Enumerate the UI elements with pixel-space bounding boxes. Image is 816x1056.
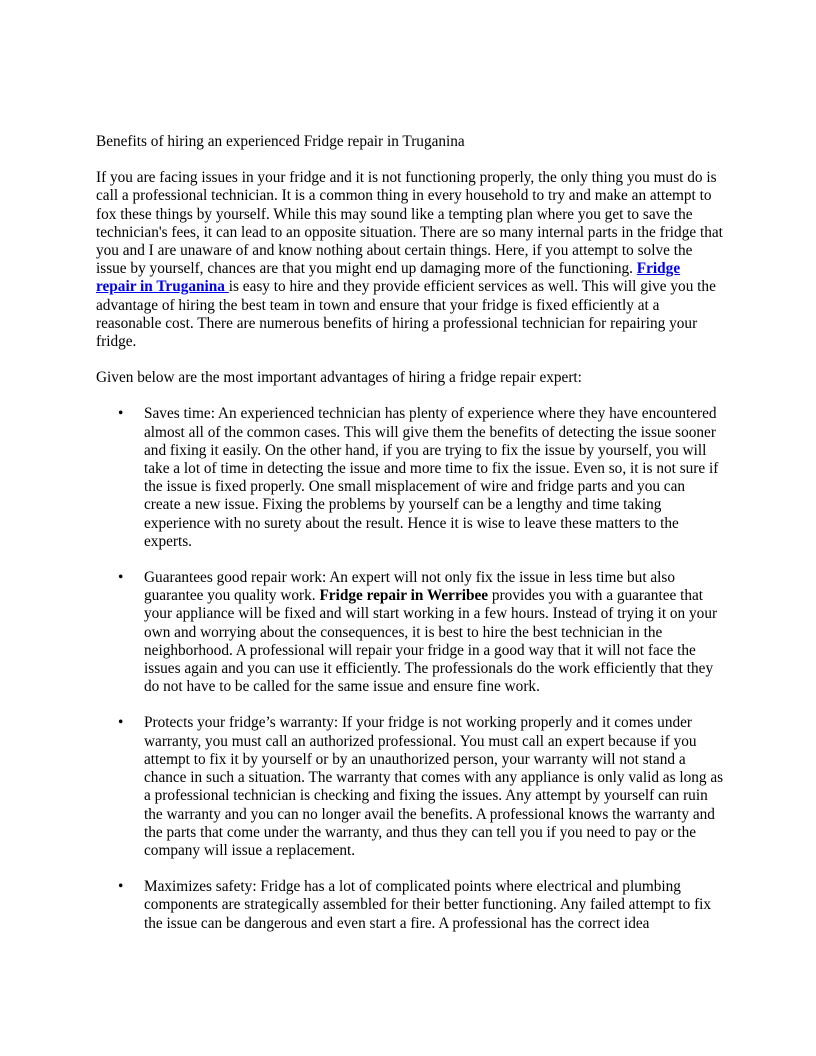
list-item-text-before-bold: Guarantees good repair work: An expert will not only fix the issue in less time but also guarantee you quality work. xyxy=(144,569,676,605)
list-item-text: Maximizes safety: Fridge has a lot of complicated points where electrical and plumbing components are strategically assembled for their better functioning. Any failed attempt to fix the issue can be dangerous and even start a fire. A professional has the correct idea xyxy=(144,878,712,932)
list-item-text: Saves time: An experienced technician has plenty of experience where they have encountered almost all of the common cases. This will give them the benefits of detecting the issue sooner and fixing it easily. On the other hand, if you are trying to fix the issue by yourself, you will take a lot of time in detecting the issue and more time to fix the issue. Even so, it is not sure if the issue is fixed properly. One small misplacement of wire and fridge parts and you can create a new issue. Fixing the problems by yourself can be a lengthy and time taking experience with no surety about the result. Hence it is wise to leave these matters to the experts. xyxy=(144,405,719,550)
fridge-repair-truganina-link[interactable]: Fridge repair in Truganina xyxy=(96,260,681,296)
document-page xyxy=(96,133,724,951)
advantages-list xyxy=(96,405,724,932)
list-item-saves-time xyxy=(118,405,724,551)
intro-text-after-link: is easy to hire and they provide efficient services as well. This will give you the advantage of hiring the best team in town and ensure that your fridge is fixed efficiently at a reasonable cost. There are numerous benefits of hiring a professional technician for repairing your fridge. xyxy=(96,278,716,351)
bullet-icon: • xyxy=(118,714,124,732)
bullet-icon: • xyxy=(118,405,124,423)
bullet-icon: • xyxy=(118,569,124,587)
intro-text-before-link: If you are facing issues in your fridge and it is not functioning properly, the only thing you must do is call a professional technician. It is a common thing in every household to try and make an attempt to fox these things by yourself. While this may sound like a tempting plan where you get to save the technician's fees, it can lead to an opposite situation. There are so many internal parts in the fridge that you and I are unaware of and know nothing about certain things. Here, if you attempt to solve the issue by yourself, chances are that you might end up damaging more of the functioning. xyxy=(96,169,723,278)
list-item-text-after-bold: provides you with a guarantee that your appliance will be fixed and will start working in a few hours. Instead of trying it on your own and worrying about the consequences, it is best to hire the best technician in the neighborhood. A professional will repair your fridge in a good way that it will not face the issues again and you can use it efficiently. The professionals do the work efficiently that they do not have to be called for the same issue and ensure fine work. xyxy=(144,587,718,696)
list-item-maximizes-safety xyxy=(118,878,724,933)
bullet-icon: • xyxy=(118,878,124,896)
list-item-text: Protects your fridge’s warranty: If your fridge is not working properly and it comes under warranty, you must call an authorized professional. You must call an expert because if you attempt to fix it by yourself or by an unauthorized person, your warranty will not stand a chance in such a situation. The warranty that comes with any appliance is only valid as long as a professional technician is checking and fixing the issues. Any attempt by yourself can ruin the warranty and you can no longer avail the benefits. A professional knows the warranty and the parts that come under the warranty, and thus they can tell you if you need to pay or the company will issue a replacement. xyxy=(144,714,724,859)
list-intro-paragraph: Given below are the most important advantages of hiring a fridge repair expert: xyxy=(96,369,582,387)
list-item-protects-warranty xyxy=(118,714,724,860)
fridge-repair-werribee-bold: Fridge repair in Werribee xyxy=(319,587,489,605)
document-title: Benefits of hiring an experienced Fridge repair in Truganina xyxy=(96,133,465,150)
list-item-text xyxy=(144,569,717,695)
list-item-guarantees-repair xyxy=(118,569,724,696)
intro-paragraph xyxy=(96,169,724,351)
